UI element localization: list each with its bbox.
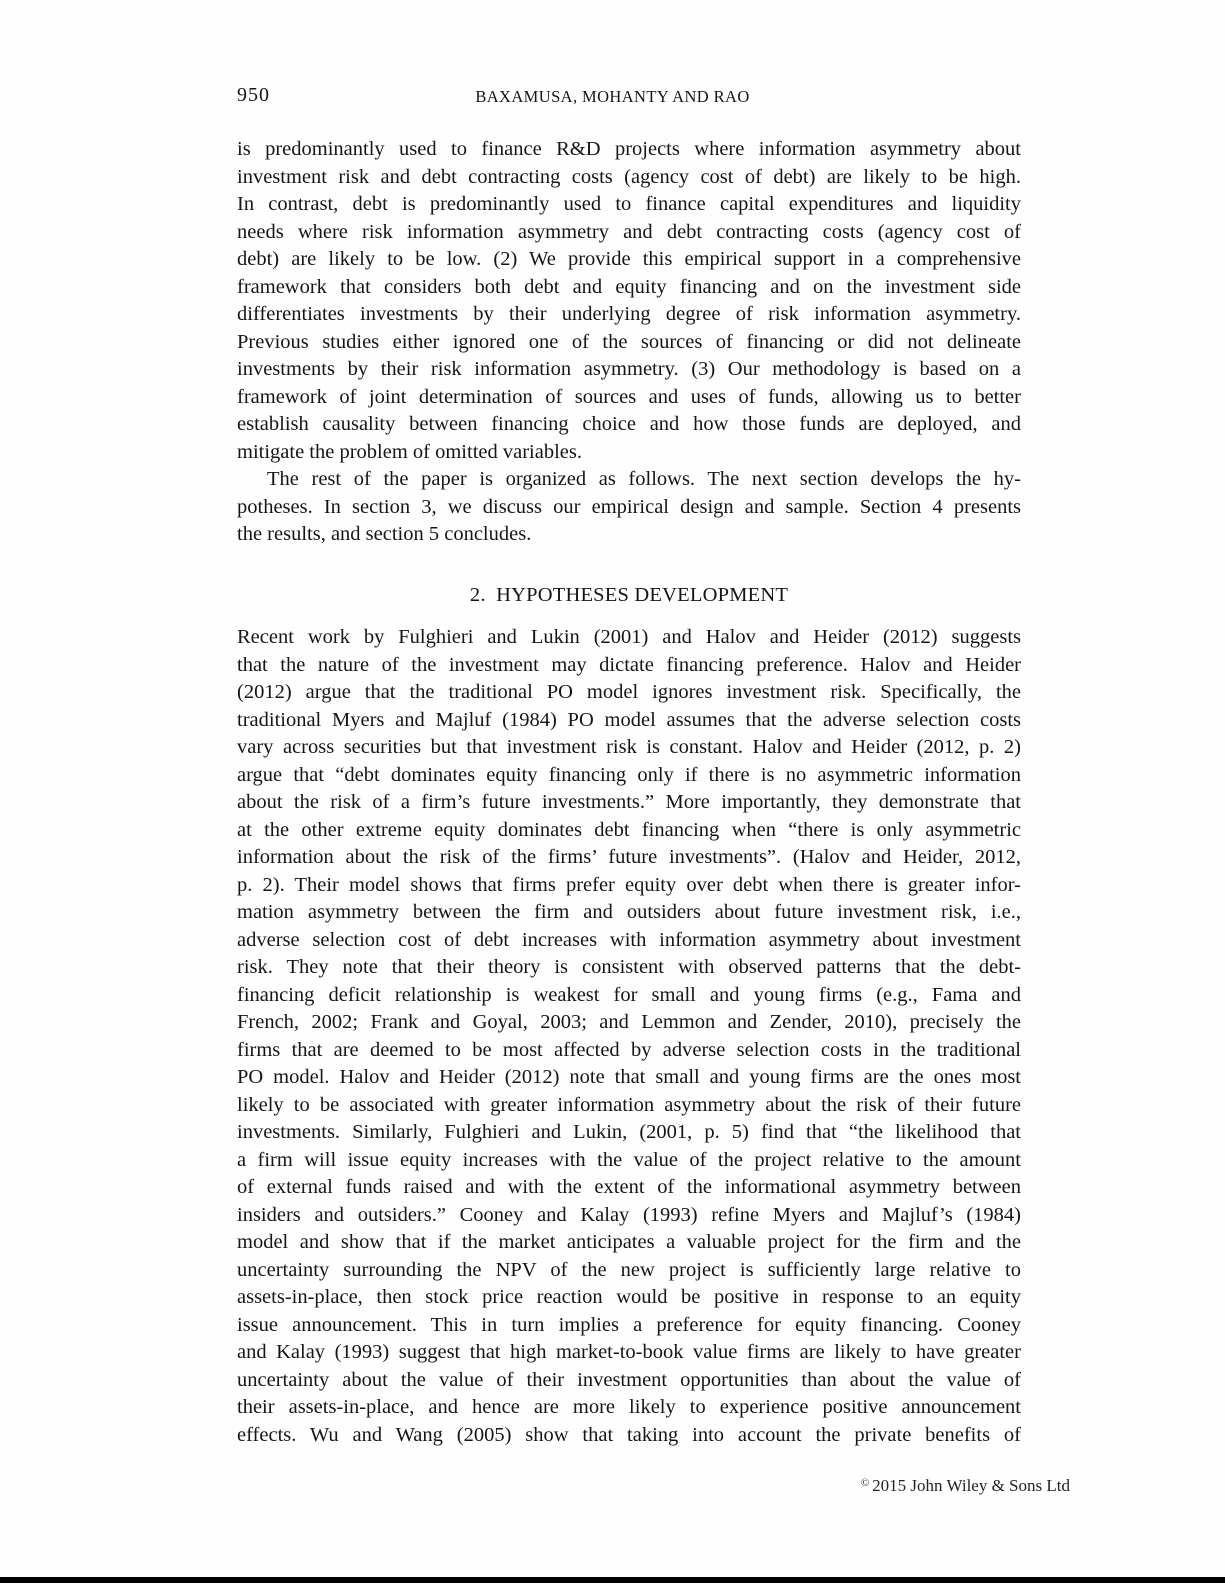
- text-line: framework of joint determination of sources and uses of funds, allowing us to better: [237, 385, 1021, 408]
- text-line: effects. Wu and Wang (2005) show that taking into account the private benefits of: [237, 1423, 1021, 1446]
- text-line: about the risk of a firm’s future investments.” More importantly, they demonstrate that: [237, 791, 1021, 813]
- text-line: investments. Similarly, Fulghieri and Lukin, (2001, p. 5) find that “the likelihood that: [237, 1121, 1021, 1143]
- copyright-footer: [861, 1476, 1070, 1496]
- text-line: likely to be associated with greater information asymmetry about the risk of their future: [237, 1093, 1021, 1116]
- text-line: insiders and outsiders.” Cooney and Kalay (1993) refine Myers and Majluf’s (1984): [237, 1203, 1021, 1226]
- text-line: establish causality between financing choice and how those funds are deployed, and: [237, 413, 1021, 435]
- text-line: The rest of the paper is organized as follows. The next section develops the hy-: [267, 468, 1021, 490]
- text-line: model and show that if the market anticipates a valuable project for the firm and the: [237, 1231, 1021, 1253]
- text-line: adverse selection cost of debt increases with information asymmetry about investment: [237, 928, 1021, 951]
- text-line: issue announcement. This in turn implies a preference for equity financing. Cooney: [237, 1313, 1021, 1336]
- text-line: mitigate the problem of omitted variables.: [237, 440, 582, 463]
- copyright-icon: ©: [860, 1477, 870, 1489]
- text-line: uncertainty about the value of their investment opportunities than about the value of: [237, 1368, 1021, 1391]
- text-line: assets-in-place, then stock price reaction would be positive in response to an equity: [237, 1286, 1021, 1308]
- text-line: and Kalay (1993) suggest that high market-to-book value firms are likely to have greater: [237, 1341, 1021, 1363]
- text-line: is predominantly used to finance R&D projects where information asymmetry about: [237, 138, 1021, 160]
- text-line: debt) are likely to be low. (2) We provide this empirical support in a comprehensive: [237, 248, 1021, 270]
- text-line: needs where risk information asymmetry and debt contracting costs (agency cost of: [237, 220, 1021, 243]
- text-line: framework that considers both debt and equity financing and on the investment side: [237, 275, 1021, 298]
- text-line: the results, and section 5 concludes.: [237, 523, 532, 545]
- text-line: Recent work by Fulghieri and Lukin (2001) and Halov and Heider (2012) suggests: [237, 626, 1021, 648]
- text-line: mation asymmetry between the firm and outsiders about future investment risk, i.e.,: [237, 901, 1021, 923]
- paragraph: [237, 624, 1021, 1449]
- paragraph: [237, 466, 1021, 549]
- article-text: [237, 136, 1021, 1449]
- text-line: of external funds raised and with the extent of the informational asymmetry between: [237, 1176, 1021, 1198]
- text-line: argue that “debt dominates equity financing only if there is no asymmetric information: [237, 763, 1021, 786]
- text-line: that the nature of the investment may dictate financing preference. Halov and Heider: [237, 653, 1021, 676]
- copyright-text: 2015 John Wiley & Sons Ltd: [872, 1476, 1070, 1495]
- text-line: Previous studies either ignored one of the sources of financing or did not delineate: [237, 330, 1021, 353]
- text-line: p. 2). Their model shows that firms prefer equity over debt when there is greater infor-: [237, 873, 1021, 896]
- running-head: BAXAMUSA, MOHANTY AND RAO: [475, 87, 750, 106]
- page-number: 950: [237, 84, 270, 106]
- text-line: investment risk and debt contracting costs (agency cost of debt) are likely to be high.: [237, 165, 1021, 188]
- text-line: information about the risk of the firms’ future investments”. (Halov and Heider, 2012,: [237, 846, 1021, 868]
- text-line: In contrast, debt is predominantly used to finance capital expenditures and liquidity: [237, 193, 1021, 215]
- text-line: (2012) argue that the traditional PO model ignores investment risk. Specifically, the: [237, 681, 1021, 703]
- text-line: potheses. In section 3, we discuss our empirical design and sample. Section 4 presents: [237, 495, 1021, 518]
- text-line: risk. They note that their theory is consistent with observed patterns that the debt-: [237, 956, 1021, 978]
- text-line: firms that are deemed to be most affected by adverse selection costs in the traditional: [237, 1038, 1021, 1061]
- text-line: their assets-in-place, and hence are more likely to experience positive announcement: [237, 1396, 1021, 1418]
- text-line: uncertainty surrounding the NPV of the new project is sufficiently large relative to: [237, 1258, 1021, 1281]
- text-line: vary across securities but that investment risk is constant. Halov and Heider (2012, p. 2): [237, 736, 1021, 758]
- text-line: a firm will issue equity increases with the value of the project relative to the amount: [237, 1148, 1021, 1171]
- text-line: PO model. Halov and Heider (2012) note that small and young firms are the ones most: [237, 1066, 1021, 1088]
- section-heading: 2. HYPOTHESES DEVELOPMENT: [469, 583, 789, 606]
- text-line: French, 2002; Frank and Goyal, 2003; and Lemmon and Zender, 2010), precisely the: [237, 1011, 1021, 1033]
- text-line: investments by their risk information asymmetry. (3) Our methodology is based on a: [237, 358, 1021, 380]
- scan-edge-bar: [0, 1577, 1225, 1583]
- text-line: financing deficit relationship is weakest for small and young firms (e.g., Fama and: [237, 983, 1021, 1006]
- text-line: traditional Myers and Majluf (1984) PO model assumes that the adverse selection costs: [237, 708, 1021, 731]
- text-line: differentiates investments by their underlying degree of risk information asymmetry.: [237, 303, 1021, 325]
- paragraph: [237, 136, 1021, 466]
- text-line: at the other extreme equity dominates debt financing when “there is only asymmetric: [237, 818, 1021, 841]
